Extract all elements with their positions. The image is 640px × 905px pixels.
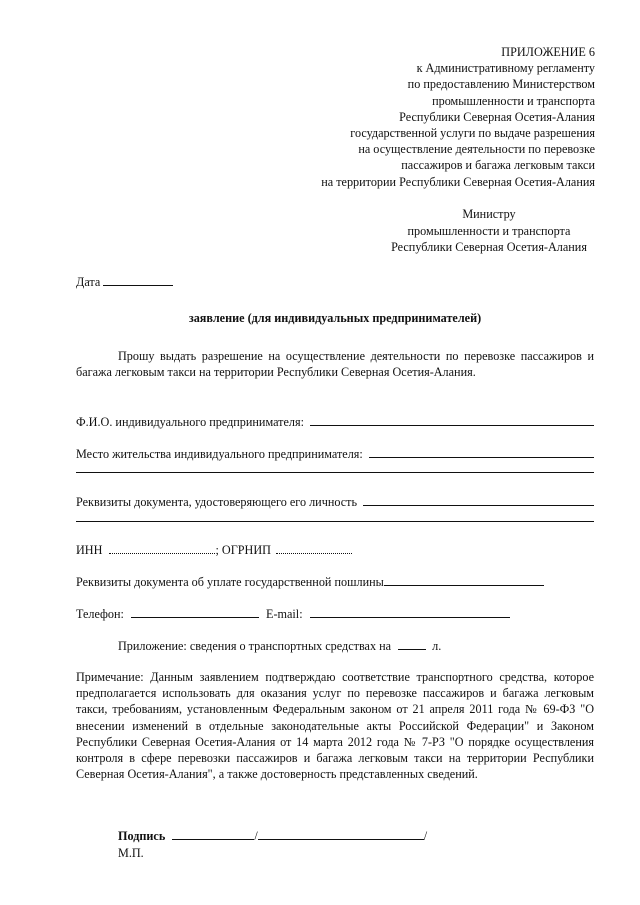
residence-field[interactable]	[369, 445, 594, 458]
inn-field[interactable]	[109, 541, 215, 554]
request-paragraph	[76, 348, 594, 380]
contact-row	[76, 605, 510, 622]
addressee-line: Министру	[462, 207, 516, 221]
id-doc-row	[76, 493, 594, 510]
email-field[interactable]	[310, 605, 510, 618]
appendix-line: на осуществление деятельности по перевозке	[358, 142, 595, 157]
id-doc-label: Реквизиты документа, удостоверяющего его личность	[76, 495, 358, 509]
fio-field[interactable]	[310, 413, 594, 426]
appendix-line: Республики Северная Осетия-Алания	[399, 109, 595, 124]
attachment-pages-field[interactable]	[398, 637, 426, 650]
attachment-row	[118, 637, 441, 654]
appendix-line: промышленности и транспорта	[432, 93, 595, 108]
signature-separator: /	[254, 829, 258, 843]
fio-row	[76, 413, 594, 430]
request-text: Прошу выдать разрешение на осуществление деятельности по перевозке пассажиров и багажа легковым такси на территории Республики Северная Осетия-Алания.	[76, 349, 594, 380]
note-paragraph: Примечание: Данным заявлением подтверждаю соответствие транспортного средства, которое предполагается использовать для оказания услуг по перевозке пассажиров и багажа легковым такси, требованиям, установленным Федеральным законом от 21 апреля 2011 года № 69-ФЗ "О внесении изменений в отдельные законодательные акты Российской Федерации" и Законом Республики Северная Осетия-Алания от 14 марта 2012 года № 7-РЗ "О порядке осуществления контроля в сфере перевозки пассажиров и багажа легковым такси на территории Республики Северная Осетия-Алания", а также достоверность представленных сведений.	[76, 670, 594, 782]
appendix-line: к Административному регламенту	[416, 61, 595, 76]
residence-label: Место жительства индивидуального предпринимателя:	[76, 447, 363, 461]
ogrnip-field[interactable]	[276, 541, 352, 554]
inn-row	[76, 541, 352, 558]
appendix-header	[321, 44, 595, 190]
signature-field[interactable]	[172, 827, 254, 840]
date-row	[76, 273, 173, 290]
stamp-label: М.П.	[118, 846, 144, 860]
id-doc-field[interactable]	[363, 493, 594, 506]
appendix-line: государственной услуги по выдаче разрешения	[350, 126, 595, 141]
email-label: E-mail:	[266, 607, 303, 621]
id-doc-field-continuation[interactable]	[76, 521, 594, 522]
addressee-line: промышленности и транспорта	[407, 223, 571, 238]
date-label: Дата	[76, 275, 101, 289]
attachment-suffix: л.	[432, 639, 442, 653]
ogrnip-label: ; ОГРНИП	[215, 543, 271, 557]
signature-separator: /	[423, 829, 428, 843]
addressee-line: Республики Северная Осетия-Алания	[391, 240, 587, 254]
residence-row	[76, 445, 594, 462]
addressee-block	[372, 206, 606, 256]
attachment-label: Приложение: сведения о транспортных средствах на	[118, 639, 392, 653]
fee-doc-field[interactable]	[384, 573, 544, 586]
signature-label: Подпись	[118, 829, 166, 843]
fee-doc-row	[76, 573, 544, 590]
appendix-line: по предоставлению Министерством	[407, 77, 595, 92]
appendix-title: ПРИЛОЖЕНИЕ 6	[501, 45, 595, 59]
inn-label: ИНН	[76, 543, 103, 557]
signature-name-field[interactable]	[258, 827, 424, 840]
signature-row	[118, 827, 427, 844]
appendix-line: на территории Республики Северная Осетия-Алания	[321, 174, 595, 189]
appendix-line: пассажиров и багажа легковым такси	[401, 158, 595, 173]
form-title: заявление (для индивидуальных предпринимателей)	[188, 311, 482, 325]
date-field[interactable]	[103, 273, 173, 286]
fee-doc-label: Реквизиты документа об уплате государственной пошлины	[76, 575, 384, 589]
fio-label: Ф.И.О. индивидуального предпринимателя:	[76, 415, 304, 429]
residence-field-continuation[interactable]	[76, 472, 594, 473]
phone-label: Телефон:	[76, 607, 124, 621]
phone-field[interactable]	[131, 605, 259, 618]
